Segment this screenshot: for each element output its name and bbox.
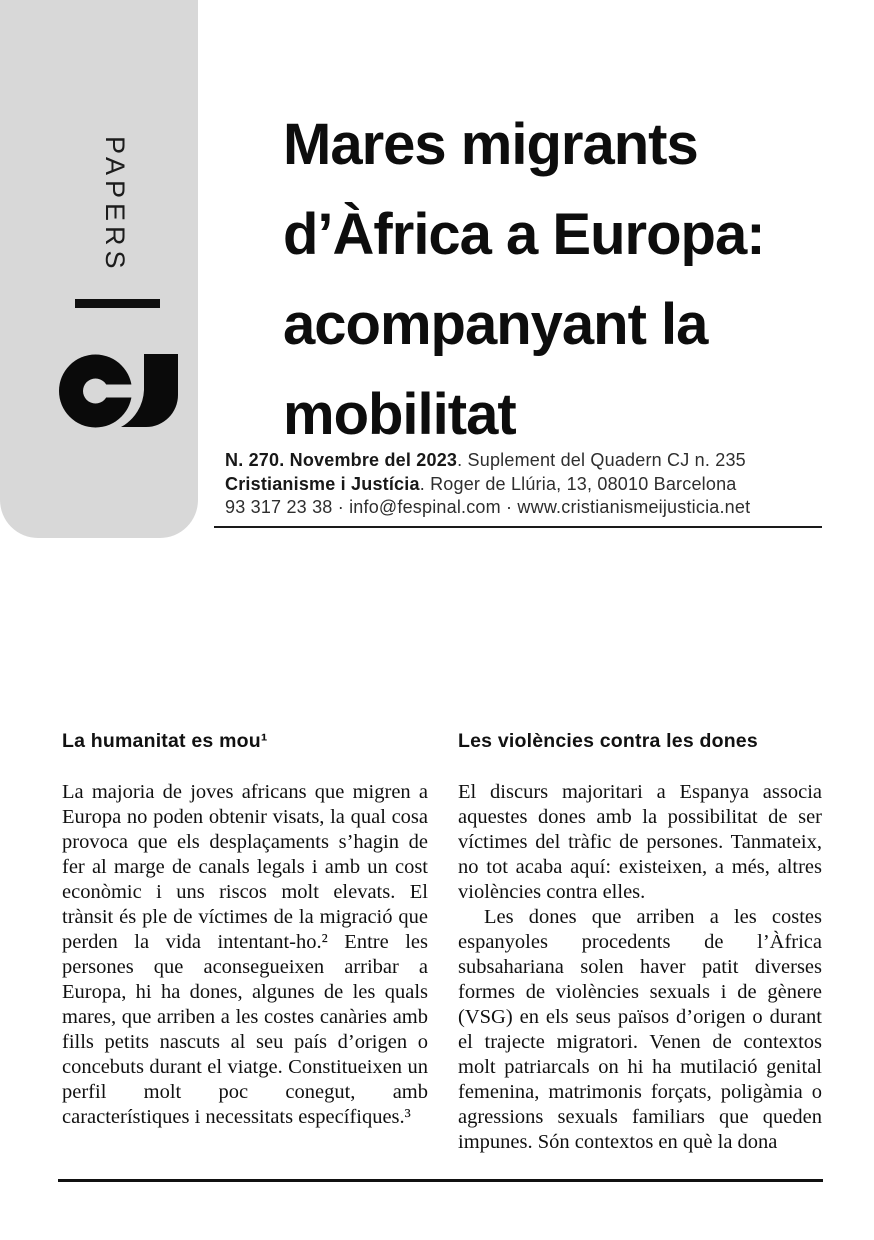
title-line-3: acompanyant la bbox=[283, 292, 708, 357]
org-line bbox=[225, 473, 750, 497]
issue-supplement: . Suplement del Quadern CJ n. 235 bbox=[457, 450, 746, 470]
right-column bbox=[458, 729, 822, 1155]
issue-line bbox=[225, 449, 750, 473]
page-title bbox=[283, 100, 843, 460]
title-line-1: Mares migrants bbox=[283, 112, 698, 177]
org-address: . Roger de Llúria, 13, 08010 Barcelona bbox=[419, 473, 737, 494]
issue-number: N. 270. Novembre del 2023 bbox=[225, 450, 458, 470]
right-column-paragraph-2: Les dones que arriben a les costes espanyoles procedents de l’Àfrica subsahariana solen haver patit diverses formes de violències sexuals i de gènere (VSG) en els seus països d’origen o durant el trajecte migratori. Venen de contextos molt patriarcals on hi ha mutilació genital femenina, matrimonis forçats, poligàmia o agressions sexuals familiars que queden impunes. Són contextos en què la dona bbox=[458, 906, 822, 1153]
title-line-2: d’Àfrica a Europa: bbox=[283, 202, 765, 267]
publication-info bbox=[225, 449, 750, 520]
sidebar-panel bbox=[0, 0, 198, 538]
right-column-paragraph-1: El discurs majoritari a Espanya associa aquestes dones amb la possibilitat de ser víctimes del tràfic de persones. Tanmateix, no tot acaba aquí: existeixen, a més, altres violències contra elles. bbox=[458, 781, 822, 903]
org-name: Cristianisme i Justícia bbox=[225, 473, 420, 494]
left-column bbox=[62, 729, 428, 1130]
cj-logo-icon bbox=[59, 354, 178, 428]
section-heading-right: Les violències contra les dones bbox=[458, 730, 758, 752]
left-column-paragraph: La majoria de joves africans que migren a Europa no poden obtenir visats, la qual cosa provoca que els desplaçaments s’hagin de fer al marge de canals legals i amb un cost econòmic i uns riscos molt elevats. El trànsit és ple de víctimes de la migració que perden la vida intentant-ho.² Entre les persones que aconsegueixen arribar a Europa, hi ha dones, algunes de les quals mares, que arriben a les costes canàries amb fills petits nascuts al seu país d’origen o concebuts durant el viatge. Constitueixen un perfil molt poc conegut, amb característiques i necessitats específiques.³ bbox=[62, 781, 428, 1128]
header-rule bbox=[214, 526, 822, 528]
dash-divider bbox=[75, 299, 160, 308]
papers-label: PAPERS bbox=[100, 136, 130, 274]
footnote-rule bbox=[58, 1179, 823, 1182]
section-heading-left: La humanitat es mou¹ bbox=[62, 730, 268, 752]
title-line-4: mobilitat bbox=[283, 382, 516, 447]
contact-line: 93 317 23 38 · info@fespinal.com · www.cristianismeijusticia.net bbox=[225, 497, 751, 517]
